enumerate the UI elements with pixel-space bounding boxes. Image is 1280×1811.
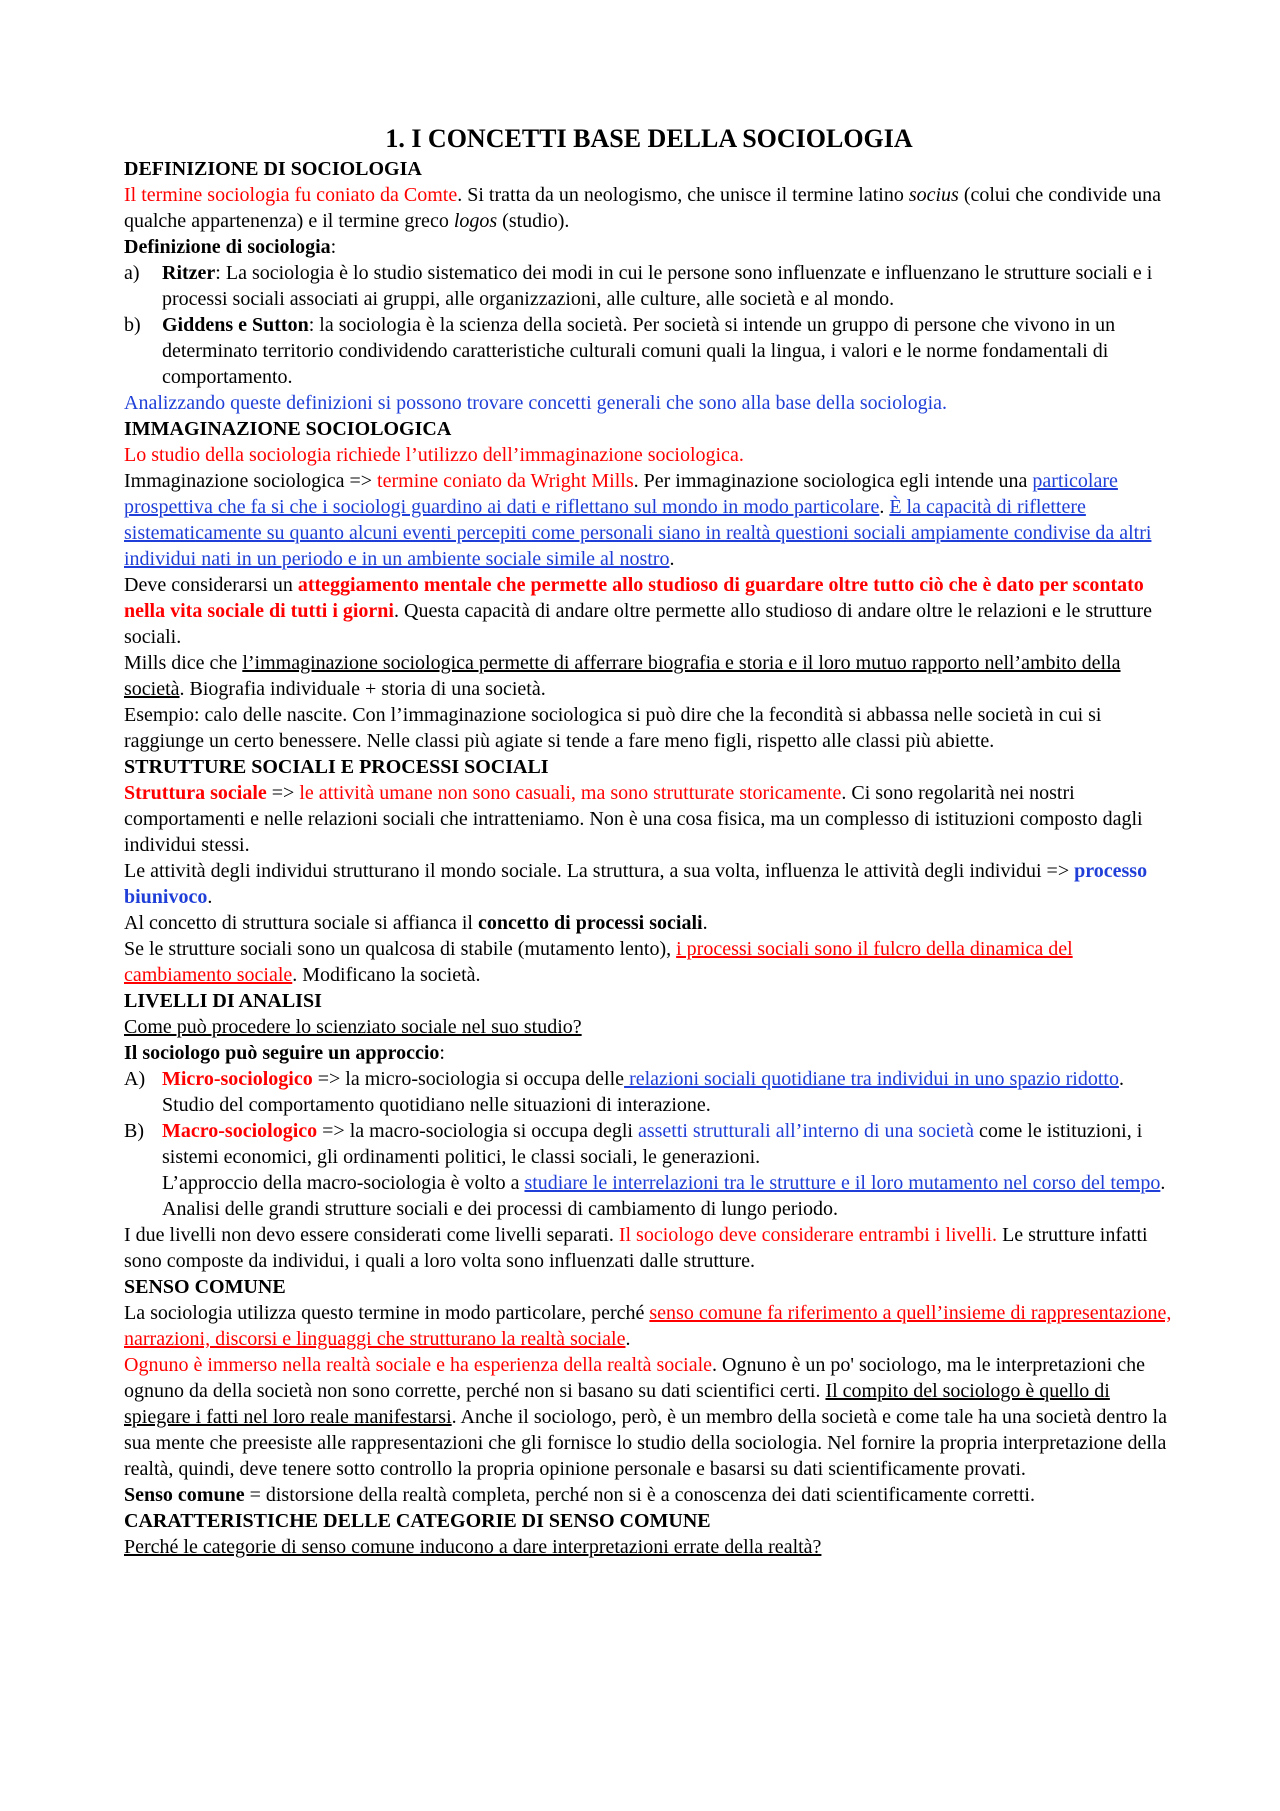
text: Al concetto di struttura sociale si affianca il [124, 912, 478, 934]
paragraph [124, 910, 1174, 936]
highlight-text: termine coniato da Wright Mills [377, 470, 634, 492]
paragraph [124, 780, 1174, 858]
bold-term: processo biunivoco [124, 860, 1148, 908]
paragraph [124, 182, 1174, 234]
paragraph [124, 468, 1174, 572]
section-heading-strutture: STRUTTURE SOCIALI E PROCESSI SOCIALI [124, 756, 549, 778]
italic-term: logos [453, 210, 498, 232]
highlight-text: Il termine sociologia fu coniato da Comte [124, 184, 458, 206]
list-marker: A) [124, 1068, 146, 1090]
list-marker: b) [124, 314, 141, 336]
author-name: Giddens e Sutton [162, 314, 309, 336]
text: = distorsione della realtà completa, perché non si è a conoscenza dei dati scientificamente corretti. [244, 1484, 1035, 1506]
text: . [879, 496, 890, 518]
text: I due livelli non devo essere considerati come livelli separati. [124, 1224, 619, 1246]
paragraph [124, 858, 1174, 910]
section-heading-livelli: LIVELLI DI ANALISI [124, 990, 322, 1012]
underlined-text: i processi sociali sono il fulcro della dinamica del cambiamento sociale [124, 938, 1073, 986]
paragraph [124, 234, 1174, 260]
paragraph [124, 650, 1174, 702]
section-heading-caratteristiche: CARATTERISTICHE DELLE CATEGORIE DI SENSO COMUNE [124, 1510, 711, 1532]
text: come le istituzioni, i sistemi economici, gli ordinamenti politici, le classi sociali, le generazioni. [162, 1120, 1143, 1168]
text: . Per immaginazione sociologica egli intende una [633, 470, 1033, 492]
paragraph [124, 572, 1174, 650]
bold-term: Senso comune [124, 1484, 245, 1506]
text: . [625, 1328, 631, 1350]
text: . Modificano la società. [292, 964, 481, 986]
bold-term: Micro-sociologico [162, 1068, 313, 1090]
text: . Questa capacità di andare oltre permette allo studioso di andare oltre le relazioni e le strutture sociali. [124, 600, 1153, 648]
text: : [330, 236, 337, 258]
bold-term: concetto di processi sociali [477, 912, 703, 934]
question: Come può procedere lo scienziato sociale nel suo studio? [124, 1016, 582, 1038]
text: . Analisi delle grandi strutture sociali e dei processi di cambiamento di lungo periodo. [162, 1172, 1166, 1220]
highlight-text: Ognuno è immerso nella realtà sociale e ha esperienza della realtà sociale [124, 1354, 713, 1376]
list-marker: a) [124, 262, 140, 284]
list-item [124, 260, 1174, 312]
italic-term: socius [908, 184, 959, 206]
text: . Studio del comportamento quotidiano nelle situazioni di interazione. [162, 1068, 1124, 1116]
text: : la sociologia è la scienza della società. Per società si intende un gruppo di persone che vivono in un determinato territorio condividendo caratteristiche culturali comuni quali la lingua, i valori e le norme fondamentali di comportamento. [162, 314, 1116, 388]
text: : [439, 1042, 445, 1064]
text: . [702, 912, 708, 934]
text: L’approccio della macro-sociologia è volto a [162, 1172, 525, 1194]
paragraph [124, 1222, 1174, 1274]
text: => la micro-sociologia si occupa delle [312, 1068, 625, 1090]
underlined-text: studiare le interrelazioni tra le strutture e il loro mutamento nel corso del tempo [524, 1172, 1161, 1194]
underlined-text: particolare prospettiva che fa si che i sociologi guardino ai dati e riflettano sul mondo in modo particolare [124, 470, 1118, 518]
bold-term: Macro-sociologico [162, 1120, 318, 1142]
text: (colui che condivide una qualche appartenenza) e il termine greco [124, 184, 1161, 232]
underlined-text: Il compito del sociologo è quello di spiegare i fatti nel loro reale manifestarsi [124, 1380, 1110, 1428]
bold-label: Il sociologo può seguire un approccio [124, 1042, 440, 1064]
text: . [207, 886, 213, 908]
section-heading-immaginazione: IMMAGINAZIONE SOCIOLOGICA [124, 418, 452, 440]
text: . [669, 548, 675, 570]
paragraph [124, 1040, 1174, 1066]
paragraph: Analizzando queste definizioni si possono trovare concetti generali che sono alla base della sociologia. [124, 392, 948, 414]
text: . Ognuno è un po' sociologo, ma le interpretazioni che ognuno da della società non sono corrette, perché non si basano su dati scientifici certi. [124, 1354, 1145, 1402]
text: La sociologia utilizza questo termine in modo particolare, perché [124, 1302, 650, 1324]
document-page [124, 122, 1174, 1560]
paragraph [124, 1300, 1174, 1352]
paragraph [124, 1352, 1174, 1482]
list-item [124, 1118, 1174, 1170]
section-heading-definizione: DEFINIZIONE DI SOCIOLOGIA [124, 158, 422, 180]
text: => la macro-sociologia si occupa degli [317, 1120, 638, 1142]
text: Le attività degli individui strutturano il mondo sociale. La struttura, a sua volta, influenza le attività degli individui => [124, 860, 1075, 882]
text: . Biografia individuale + storia di una società. [179, 678, 546, 700]
text: Mills dice che [124, 652, 243, 674]
text: : La sociologia è lo studio sistematico dei modi in cui le persone sono influenzate e influenzano le strutture sociali e i processi sociali associati ai gruppi, alle organizzazioni, alle culture, alle società e al mondo. [162, 262, 1153, 310]
highlight-text: assetti strutturali all’interno di una società [637, 1120, 974, 1142]
highlight-text: le attività umane non sono casuali, ma sono strutturate storicamente [299, 782, 842, 804]
underlined-text: l’immaginazione sociologica permette di afferrare biografia e storia e il loro mutuo rapporto nell’ambito della società [124, 652, 1121, 700]
author-name: Ritzer [162, 262, 216, 284]
question: Perché le categorie di senso comune inducono a dare interpretazioni errate della realtà? [124, 1536, 822, 1558]
text: (studio). [497, 210, 570, 232]
text: Immaginazione sociologica => [124, 470, 378, 492]
section-heading-senso-comune: SENSO COMUNE [124, 1276, 286, 1298]
text: Le strutture infatti sono composte da individui, i quali a loro volta sono influenzati dalle strutture. [124, 1224, 1148, 1272]
text: . Anche il sociologo, però, è un membro della società e come tale ha una società dentro la sua mente che preesiste alle rappresentazioni che gli fornisce lo studio della sociologia. Nel fornire la propria interpretazione della realtà, quindi, deve tenere sotto controllo la propria opinione personale e basarsi su dati scientificamente provati. [124, 1406, 1167, 1480]
underlined-text: senso comune fa riferimento a quell’insieme di rappresentazione, narrazioni, discorsi e linguaggi che strutturano la realtà sociale [124, 1302, 1172, 1350]
underlined-text: È la capacità di riflettere sistematicamente su quanto alcuni eventi percepiti come personali siano in realtà questioni sociali ampiamente condivise da altri individui nati in un periodo e in un ambiente sociale simile al nostro [124, 496, 1152, 570]
document-title: 1. I CONCETTI BASE DELLA SOCIOLOGIA [385, 124, 913, 153]
paragraph [124, 1482, 1174, 1508]
text: => [266, 782, 300, 804]
underlined-text: relazioni sociali quotidiane tra individui in uno spazio ridotto [624, 1068, 1119, 1090]
list-marker: B) [124, 1120, 144, 1142]
text: Se le strutture sociali sono un qualcosa di stabile (mutamento lento), [124, 938, 677, 960]
highlight-text: atteggiamento mentale che permette allo studioso di guardare oltre tutto ciò che è dato per scontato nella vita sociale di tutti i giorni [124, 574, 1144, 622]
paragraph [124, 936, 1174, 988]
paragraph: Esempio: calo delle nascite. Con l’immaginazione sociologica si può dire che la fecondità si abbassa nelle società in cui si raggiunge un certo benessere. Nelle classi più agiate si tende a fare meno figli, rispetto alle classi più abiette. [124, 704, 1102, 752]
bold-label: Definizione di sociologia [124, 236, 331, 258]
list-item-continuation [124, 1170, 1174, 1222]
highlight-text: Il sociologo deve considerare entrambi i livelli. [618, 1224, 998, 1246]
text: Deve considerarsi un [124, 574, 298, 596]
text: . Ci sono regolarità nei nostri comportamenti e nelle relazioni sociali che intratteniamo. Non è una cosa fisica, ma un complesso di istituzioni composto dagli individui stessi. [124, 782, 1143, 856]
text: . Si tratta da un neologismo, che unisce il termine latino [457, 184, 909, 206]
list-item [124, 312, 1174, 390]
paragraph: Lo studio della sociologia richiede l’utilizzo dell’immaginazione sociologica. [124, 444, 744, 466]
bold-term: Struttura sociale [124, 782, 267, 804]
list-item [124, 1066, 1174, 1118]
